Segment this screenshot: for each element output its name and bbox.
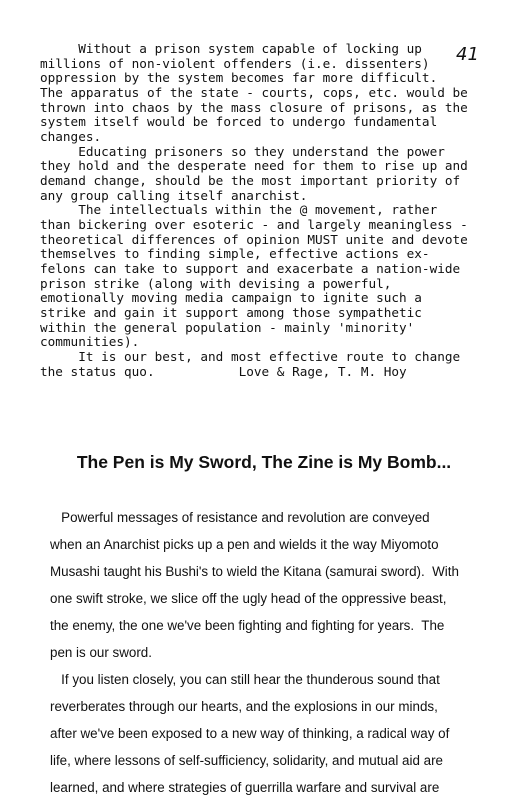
letter-line: they hold and the desperate need for them to rise up and xyxy=(40,158,468,173)
letter-line: millions of non-violent offenders (i.e. dissenters) xyxy=(40,56,430,71)
letter-line: thrown into chaos by the mass closure of prisons, as the xyxy=(40,100,468,115)
letter-line: changes. xyxy=(40,129,102,144)
letter-line: Without a prison system capable of locking up xyxy=(40,41,422,56)
article-line: when an Anarchist picks up a pen and wields it the way Miyomoto xyxy=(50,537,439,552)
article-heading: The Pen is My Sword, The Zine is My Bomb... xyxy=(76,452,452,472)
letter-line: theoretical differences of opinion MUST unite and devote xyxy=(40,232,468,247)
letter-line: any group calling itself anarchist. xyxy=(40,188,308,203)
article-line: after we've been exposed to a new way of thinking, a radical way of xyxy=(50,726,450,741)
letter-line: themselves to finding simple, effective actions ex- xyxy=(40,246,430,261)
letter-line: within the general population - mainly 'minority' xyxy=(40,320,415,335)
letter-line: oppression by the system becomes far more difficult. xyxy=(40,70,438,85)
letter-line: Educating prisoners so they understand the power xyxy=(40,144,445,159)
letter-line: the status quo. Love & Rage, T. M. Hoy xyxy=(40,364,407,379)
letter-line: prison strike (along with devising a powerful, xyxy=(40,276,392,291)
letter-line: It is our best, and most effective route to change xyxy=(40,349,461,364)
article-line: life, where lessons of self-sufficiency, solidarity, and mutual aid are xyxy=(50,753,443,768)
letter-line: communities). xyxy=(40,334,140,349)
article-line: Powerful messages of resistance and revolution are conveyed xyxy=(50,510,430,525)
article-line: the enemy, the one we've been fighting and fighting for years. The xyxy=(50,618,445,633)
letter-line: The intellectuals within the @ movement, rather xyxy=(40,202,438,217)
letter-line: strike and gain it support among those sympathetic xyxy=(40,305,422,320)
article-line: learned, and where strategies of guerrilla warfare and survival are xyxy=(50,780,440,795)
article-line: If you listen closely, you can still hear the thunderous sound that xyxy=(50,672,440,687)
letter-line: emotionally moving media campaign to ignite such a xyxy=(40,290,422,305)
letter-line: system itself would be forced to undergo fundamental xyxy=(40,114,438,129)
letter-line: felons can take to support and exacerbate a nation-wide xyxy=(40,261,461,276)
page-number: 41 xyxy=(456,44,479,65)
article-line: pen is our sword. xyxy=(50,645,152,660)
article-line: reverberates through our hearts, and the explosions in our minds, xyxy=(50,699,438,714)
letter-line: The apparatus of the state - courts, cops, etc. would be xyxy=(40,85,468,100)
letter-line: demand change, should be the most important priority of xyxy=(40,173,461,188)
letter-line: than bickering over esoteric - and largely meaningless - xyxy=(40,217,468,232)
article-line: Musashi taught his Bushi's to wield the Kitana (samurai sword). With xyxy=(50,564,459,579)
article-line: one swift stroke, we slice off the ugly head of the oppressive beast, xyxy=(50,591,447,606)
